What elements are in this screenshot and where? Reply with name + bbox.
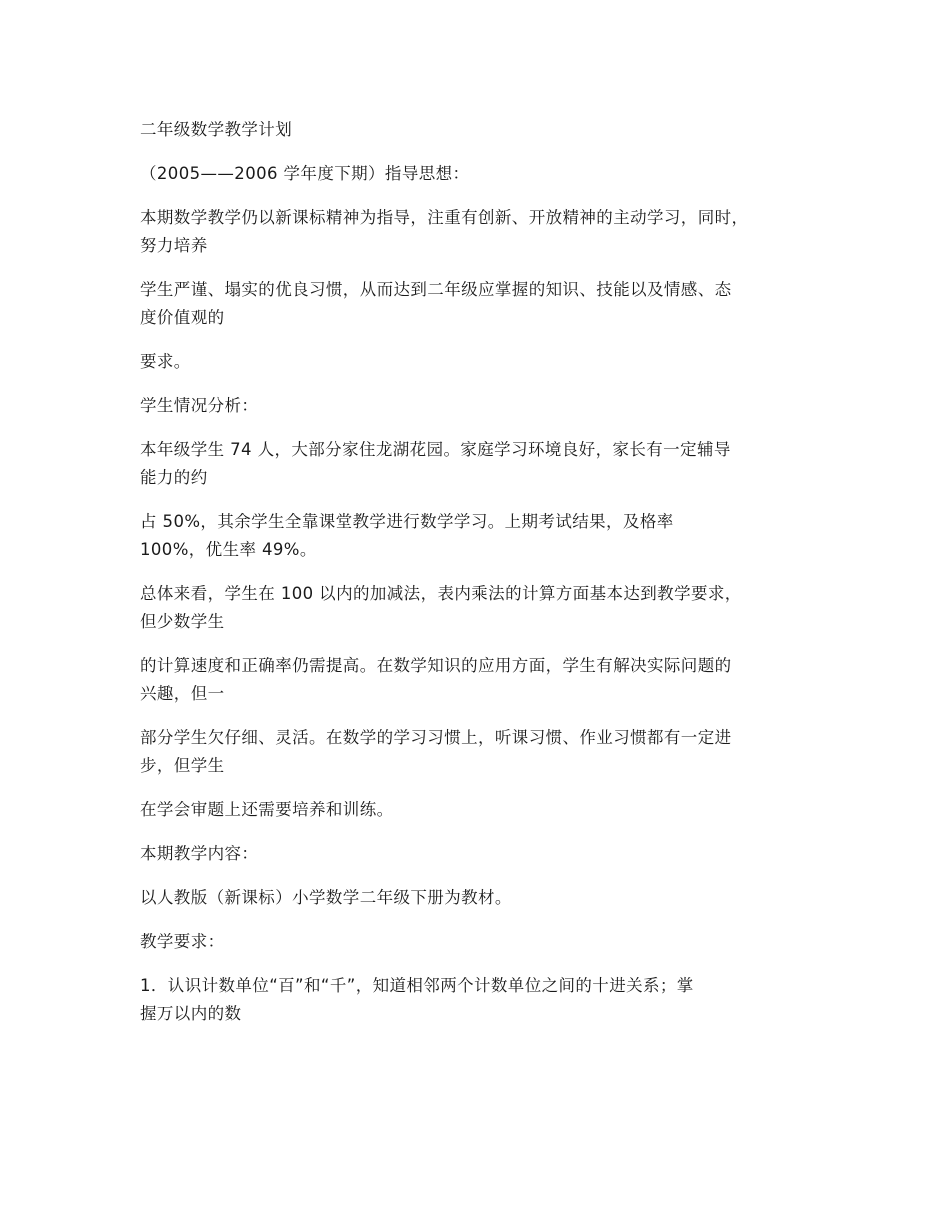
paragraph-analysis-5	[140, 724, 830, 780]
text-line: 但少数学生	[140, 612, 225, 631]
paragraph-requirement-1	[140, 972, 830, 1028]
text-line: 1．认识计数单位“百”和“千”，知道相邻两个计数单位之间的十进关系；掌	[140, 976, 694, 995]
paragraph-guiding-2	[140, 276, 830, 332]
paragraph-analysis-3	[140, 580, 830, 636]
text-line: 总体来看，学生在 100 以内的加减法，表内乘法的计算方面基本达到教学要求，	[140, 584, 742, 603]
paragraph-guiding-3	[140, 348, 830, 376]
text-line: 步，但学生	[140, 756, 225, 775]
text-line: 占 50%，其余学生全靠课堂教学进行数学学习。上期考试结果，及格率	[140, 512, 674, 531]
text-line: 兴趣，但一	[140, 684, 225, 703]
text-line: 学生严谨、塌实的优良习惯，从而达到二年级应掌握的知识、技能以及情感、态	[140, 280, 732, 299]
text-line: 度价值观的	[140, 308, 225, 327]
text-line: 以人教版（新课标）小学数学二年级下册为教材。	[140, 888, 512, 907]
paragraph-analysis-1	[140, 436, 830, 492]
text-line: 学生情况分析：	[140, 396, 259, 415]
text-line: 本年级学生 74 人，大部分家住龙湖花园。家庭学习环境良好，家长有一定辅导	[140, 440, 731, 459]
paragraph-content	[140, 884, 830, 912]
paragraph-analysis-6	[140, 796, 830, 824]
text-line: 部分学生欠仔细、灵活。在数学的学习习惯上，听课习惯、作业习惯都有一定进	[140, 728, 732, 747]
text-line: 教学要求：	[140, 932, 225, 951]
section-heading-content	[140, 840, 830, 868]
section-heading-student-analysis	[140, 392, 830, 420]
text-line: 努力培养	[140, 236, 208, 255]
paragraph-analysis-4	[140, 652, 830, 708]
text-line: 本期数学教学仍以新课标精神为指导，注重有创新、开放精神的主动学习，同时，	[140, 208, 749, 227]
text-line: 握万以内的数	[140, 1004, 242, 1023]
text-line: 100%，优生率 49%。	[140, 540, 317, 559]
text-line: 能力的约	[140, 468, 208, 487]
paragraph-guiding-1	[140, 204, 830, 260]
paragraph-term-guiding-thought	[140, 160, 830, 188]
text-line: 要求。	[140, 352, 191, 371]
text-line: 在学会审题上还需要培养和训练。	[140, 800, 394, 819]
section-heading-requirements	[140, 928, 830, 956]
text-line: 二年级数学教学计划	[140, 120, 293, 139]
document-body	[140, 116, 830, 1044]
paragraph-analysis-2	[140, 508, 830, 564]
text-line: 本期教学内容：	[140, 844, 259, 863]
text-line: 的计算速度和正确率仍需提高。在数学知识的应用方面，学生有解决实际问题的	[140, 656, 732, 675]
text-line: （2005——2006 学年度下期）指导思想：	[140, 164, 470, 183]
document-title	[140, 116, 830, 144]
